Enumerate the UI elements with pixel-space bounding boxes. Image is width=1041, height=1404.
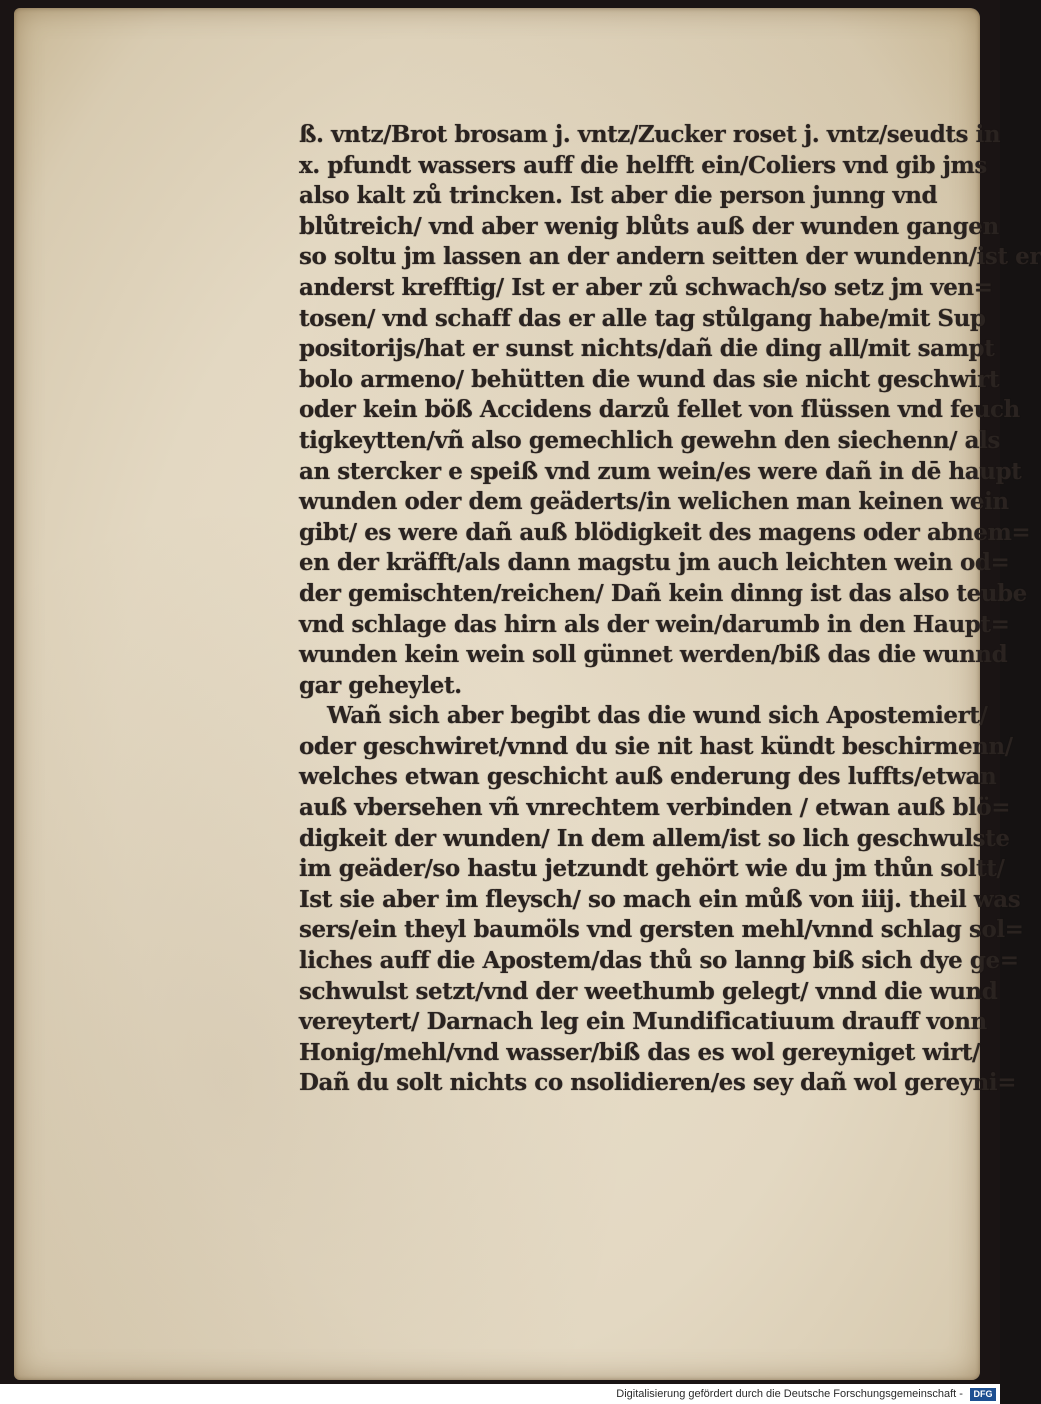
text-line: wunden oder dem geäderts/in welichen man keinen wein (299, 488, 1009, 516)
text-line: auß vbersehen vñ vnrechtem verbinden / etwan auß blö= (299, 794, 1011, 822)
text-line: schwulst setzt/vnd der weethumb gelegt/ vnnd die wund (299, 977, 998, 1005)
text-line: also kalt zů trincken. Ist aber die person junng vnd (299, 182, 938, 210)
text-line: vnd schlage das hirn als der wein/darumb in den Haupt= (299, 610, 1010, 638)
text-line: liches auff die Apostem/das thů so lanng biß sich dye ge= (299, 947, 1019, 975)
text-line: der gemischten/reichen/ Dañ kein dinng ist das also teube (299, 579, 1027, 607)
paragraph-start-line: Wañ sich aber begibt das die wund sich Apostemiert/ (327, 702, 988, 730)
text-line: sers/ein theyl baumöls vnd gersten mehl/vnnd schlag sol= (299, 916, 1024, 944)
text-line: vereytert/ Darnach leg ein Mundificatiuum drauff vonn (299, 1008, 987, 1036)
text-line: oder kein böß Accidens darzů fellet von flüssen vnd feuch (299, 396, 1020, 424)
text-line: welches etwan geschicht auß enderung des luffts/etwan (299, 763, 997, 791)
text-line: gar geheylet. (299, 671, 462, 699)
footer-bar (0, 1384, 1000, 1404)
text-line: wunden kein wein soll günnet werden/biß das die wunnd (299, 641, 1008, 669)
text-line: Ist sie aber im fleysch/ so mach ein můß von iiij. theil was (299, 885, 1021, 913)
page-sheet (14, 8, 1041, 1380)
text-line: en der kräfft/als dann magstu jm auch leichten wein od= (299, 549, 1010, 577)
dfg-logo-icon: DFG (970, 1388, 996, 1401)
text-line: tosen/ vnd schaff das er alle tag stůlgang habe/mit Sup (299, 304, 986, 332)
text-line: gibt/ es were dañ auß blödigkeit des magens oder abnem= (299, 518, 1031, 546)
text-line: digkeit der wunden/ In dem allem/ist so lich geschwulste (299, 824, 1010, 852)
text-line: ß. vntz/Brot brosam j. vntz/Zucker roset j. vntz/seudts in (299, 121, 1001, 148)
text-line: anderst krefftig/ Ist er aber zů schwach/so setz jm ven= (299, 273, 993, 301)
text-line: im geäder/so hastu jetzundt gehört wie du jm thůn soltt/ (299, 855, 1005, 883)
text-line: positorijs/hat er sunst nichts/dañ die ding all/mit sampt (299, 335, 995, 363)
text-block (299, 120, 1041, 1099)
text-line: oder geschwiret/vnnd du sie nit hast kündt beschirmenn/ (299, 732, 1013, 760)
text-line: blůtreich/ vnd aber wenig blůts auß der wunden gangen (299, 212, 999, 240)
text-line: Dañ du solt nichts co nsolidieren/es sey dañ wol gereyni= (299, 1069, 1017, 1097)
text-line: Honig/mehl/vnd wasser/biß das es wol gereyniget wirt/ (299, 1038, 980, 1066)
funding-credit: Digitalisierung gefördert durch die Deutsche Forschungsgemeinschaft - (616, 1388, 963, 1401)
text-line: so soltu jm lassen an der andern seitten der wundenn/ist er (299, 243, 1041, 271)
text-line: bolo armeno/ behütten die wund das sie nicht geschwirt (299, 365, 999, 393)
text-line: tigkeytten/vñ also gemechlich gewehn den siechenn/ als (299, 426, 1000, 454)
text-line: an stercker e speiß vnd zum wein/es were dañ in dē haupt (299, 457, 1022, 485)
text-line: x. pfundt wassers auff die helfft ein/Coliers vnd gib jms (299, 151, 987, 179)
